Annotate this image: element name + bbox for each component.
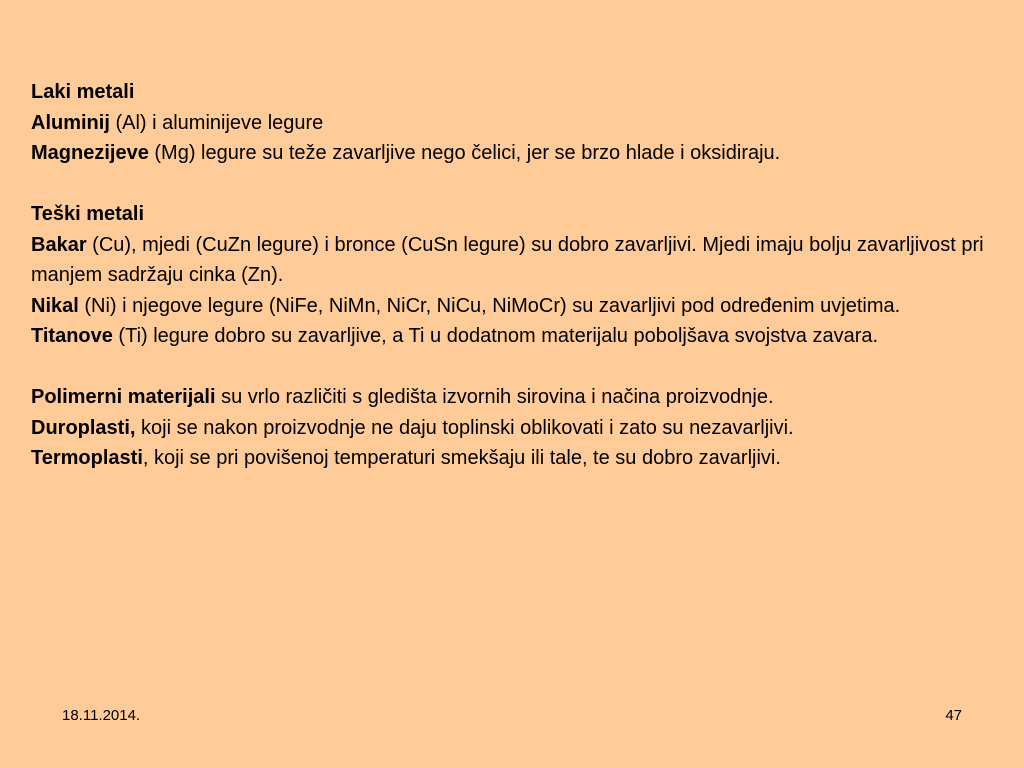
slide-body	[31, 77, 985, 474]
copper-text: (Cu), mjedi (CuZn legure) i bronce (CuSn legure) su dobro zavarljivi. Mjedi imaju bolju zavarljivost pri manjem sadržaju cinka (Zn).	[31, 233, 984, 286]
spacer	[31, 169, 985, 200]
copper-paragraph	[31, 230, 985, 291]
spacer	[31, 352, 985, 383]
titanium-text: (Ti) legure dobro su zavarljive, a Ti u dodatnom materijalu poboljšava svojstva zavara.	[112, 325, 879, 347]
thermoplastics-paragraph	[31, 443, 985, 474]
titanium-paragraph	[31, 321, 985, 352]
thermosets-text: koji se nakon proizvodnje ne daju toplinski oblikovati i zato su nezavarljivi.	[135, 416, 794, 439]
nickel-text: (Ni) i njegove legure (NiFe, NiMn, NiCr, NiCu, NiMoCr) su zavarljivi pod određenim uvjetima.	[78, 294, 901, 317]
page-number: 47	[945, 707, 962, 724]
aluminium-paragraph	[31, 108, 985, 139]
polymers-term: Polimerni materijali	[31, 386, 216, 408]
thermosets-paragraph	[31, 413, 985, 444]
heavy-metals-heading: Teški metali	[31, 203, 145, 225]
footer-date: 18.11.2014.	[62, 707, 141, 724]
polymers-paragraph	[31, 382, 985, 413]
magnesium-term: Magnezijeve	[31, 142, 149, 164]
aluminium-term: Aluminij	[31, 111, 110, 134]
polymers-text: su vrlo različiti s gledišta izvornih sirovina i načina proizvodnje.	[215, 386, 774, 408]
magnesium-paragraph	[31, 138, 985, 169]
light-metals-heading: Laki metali	[31, 81, 135, 103]
thermoplastics-term: Termoplasti	[31, 447, 143, 469]
thermoplastics-text: , koji se pri povišenoj temperaturi smekšaju ili tale, te su dobro zavarljivi.	[142, 447, 781, 469]
titanium-term: Titanove	[31, 325, 113, 347]
copper-term: Bakar	[31, 233, 87, 256]
nickel-paragraph	[31, 291, 985, 322]
aluminium-text: (Al) i aluminijeve legure	[109, 111, 324, 134]
thermosets-term: Duroplasti,	[31, 416, 136, 439]
magnesium-text: (Mg) legure su teže zavarljive nego čelici, jer se brzo hlade i oksidiraju.	[148, 142, 781, 164]
nickel-term: Nikal	[31, 294, 79, 317]
